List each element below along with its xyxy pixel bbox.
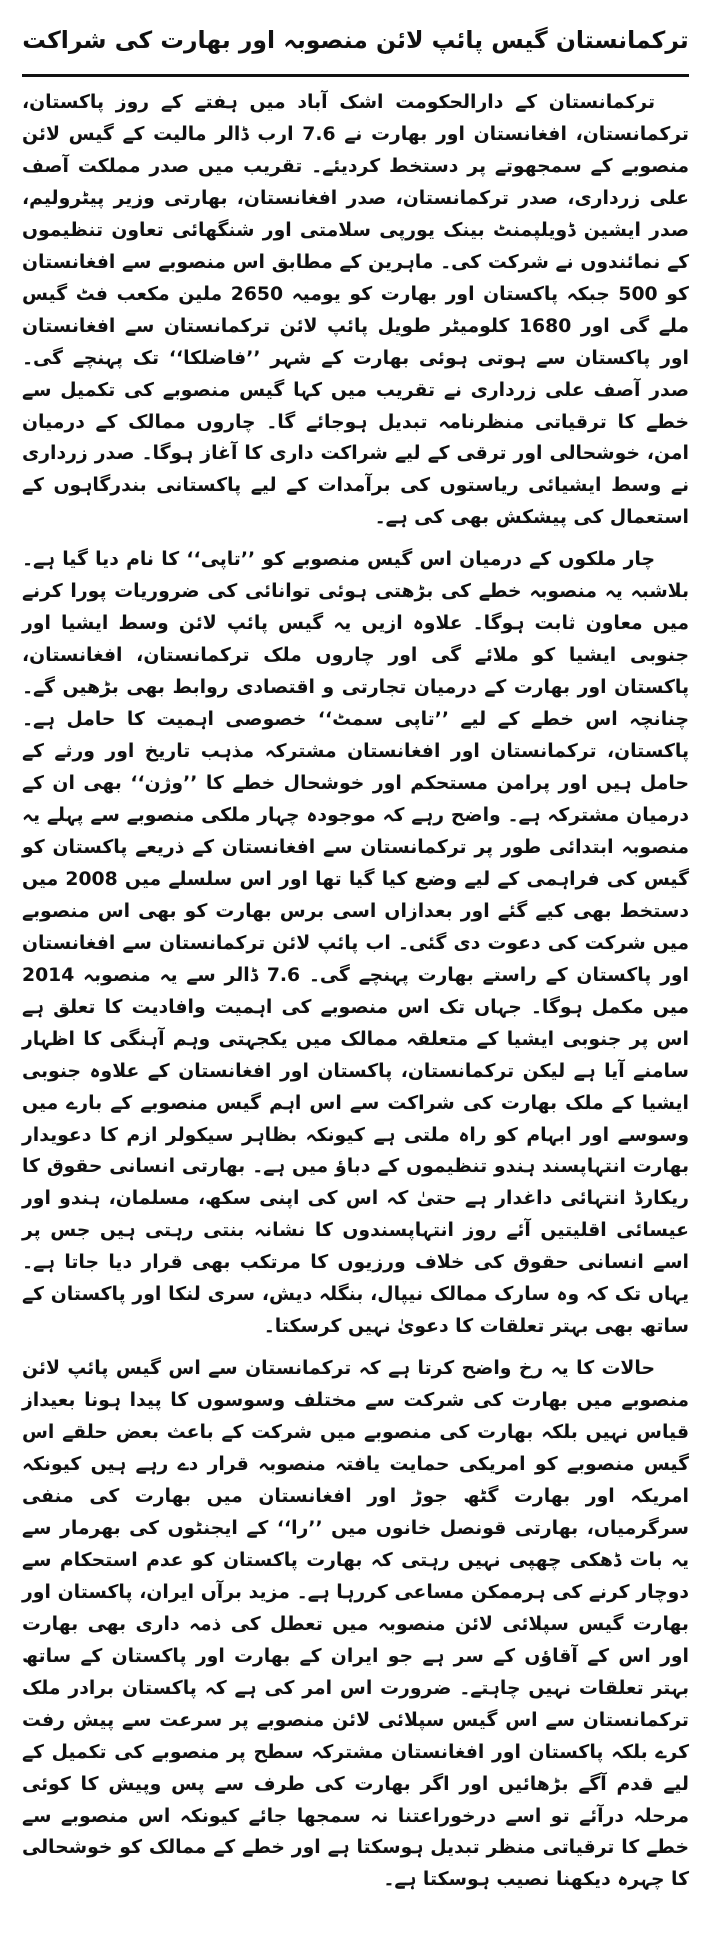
paragraph-1: ترکمانستان کے دارالحکومت اشک آباد میں ہفتے کے روز پاکستان، ترکمانستان، افغانستان اور بھارت نے 7.6 ارب ڈالر مالیت کے گیس لائن منصوبے کے سمجھوتے پر دستخط کردیئے۔ تقریب میں صدر مملکت آصف علی زرداری، صدر ترکمانستان، صدر افغانستان، بھارتی وزیر پیٹرولیم، صدر ایشین ڈویلپمنٹ بینک یورپی سلامتی اور شنگھائی تعاون تنظیموں کے نمائندوں نے شرکت کی۔ ماہرین کے مطابق اس منصوبے سے افغانستان کو 500 جبکہ پاکستان اور بھارت کو یومیہ 2650 ملین مکعب فٹ گیس ملے گی اور 1680 کلومیٹر طویل پائپ لائن ترکمانستان سے افغانستان اور پاکستان سے ہوتی ہوئی بھارت کے شہر ’’فاضلکا‘‘ تک پہنچے گی۔ صدر آصف علی زرداری نے تقریب میں کہا گیس منصوبے کی تکمیل سے خطے کا ترقیاتی منظرنامہ تبدیل ہوجائے گا۔ چاروں ممالک کے درمیان امن، خوشحالی اور ترقی کے لیے شراکت داری کا آغاز ہوگا۔ صدر زرداری نے وسط ایشیائی ریاستوں کی برآمدات کے لیے پاکستانی بندرگاہوں کے استعمال کی پیشکش بھی کی ہے۔ xyxy=(22,92,690,529)
headline: ترکمانستان گیس پائپ لائن منصوبہ اور بھارت کی شراکت xyxy=(22,26,689,54)
headline-divider xyxy=(22,74,689,77)
article-body xyxy=(22,87,689,1896)
paragraph-2: چار ملکوں کے درمیان اس گیس منصوبے کو ’’تاپی‘‘ کا نام دیا گیا ہے۔ بلاشبہ یہ منصوبہ خطے کی بڑھتی ہوئی توانائی کی ضروریات پورا کرنے میں معاون ثابت ہوگا۔ علاوہ ازیں یہ گیس پائپ لائن وسط ایشیا اور جنوبی ایشیا کو ملائے گی اور چاروں ملک ترکمانستان، افغانستان، پاکستان اور بھارت کے درمیان تجارتی و اقتصادی روابط بھی بڑھیں گے۔ چنانچہ اس خطے کے لیے ’’تاپی سمٹ‘‘ خصوصی اہمیت کا حامل ہے۔ پاکستان، ترکمانستان اور افغانستان مشترکہ مذہب تاریخ اور ورثے کے حامل ہیں اور پرامن مستحکم اور خوشحال خطے کا ’’وژن‘‘ بھی ان کے درمیان مشترکہ ہے۔ واضح رہے کہ موجودہ چہار ملکی منصوبے سے پہلے یہ منصوبہ ابتدائی طور پر ترکمانستان سے افغانستان کے ذریعے پاکستان کو گیس کی فراہمی کے لیے وضع کیا گیا تھا اور اس سلسلے میں 2008 میں دستخط بھی کیے گئے اور بعدازاں اسی برس بھارت کو بھی اس منصوبے میں شرکت کی دعوت دی گئی۔ اب پائپ لائن ترکمانستان سے افغانستان اور پاکستان کے راستے بھارت پہنچے گی۔ 7.6 ڈالر سے یہ منصوبہ 2014 میں مکمل ہوگا۔ جہاں تک اس منصوبے کی اہمیت وافادیت کا تعلق ہے اس پر جنوبی ایشیا کے متعلقہ ممالک میں یکجہتی وہم آہنگی کا اظہار سامنے آیا ہے لیکن ترکمانستان، پاکستان اور افغانستان کے علاوہ جنوبی ایشیا کے ملک بھارت کی شراکت سے اس اہم گیس منصوبے کے بارے میں وسوسے اور ابہام کو راہ ملتی ہے کیونکہ بظاہر سیکولر ازم کا دعویدار بھارت انتہاپسند ہندو تنظیموں کے دباؤ میں ہے۔ بھارتی انسانی حقوق کا ریکارڈ انتہائی داغدار ہے حتیٰ کہ اس کی اپنی سکھ، مسلمان، ہندو اور عیسائی اقلیتیں آئے روز انتہاپسندوں کا نشانہ بنتی رہتی ہیں جس پر اسے انسانی حقوق کی خلاف ورزیوں کا مرتکب بھی قرار دیا جاتا ہے۔ یہاں تک کہ وہ سارک ممالک نیپال، بنگلہ دیش، سری لنکا اور پاکستان کے ساتھ بھی بہتر تعلقات کا دعویٰ نہیں کرسکتا۔ xyxy=(22,549,689,1338)
paragraph-3: حالات کا یہ رخ واضح کرتا ہے کہ ترکمانستان سے اس گیس پائپ لائن منصوبے میں بھارت کی شرکت سے مختلف وسوسوں کا پیدا ہونا بعیداز قیاس نہیں بلکہ بھارت کی منصوبے میں شرکت کے باعث بعض حلقے اس گیس منصوبے کو امریکی حمایت یافتہ منصوبہ قرار دے رہے ہیں کیونکہ امریکہ اور بھارت گٹھ جوڑ اور افغانستان میں بھارت کی منفی سرگرمیاں، بھارتی قونصل خانوں میں ’’را‘‘ کے ایجنٹوں کی بھرمار سے یہ بات ڈھکی چھپی نہیں رہتی کہ بھارت پاکستان کو عدم استحکام سے دوچار کرنے کی ہرممکن مساعی کررہا ہے۔ مزید برآں ایران، پاکستان اور بھارت گیس سپلائی لائن منصوبہ میں تعطل کی ذمہ داری بھی بھارت اور اس کے آقاؤں کے سر ہے جو ایران کے بھارت اور پاکستان کے ساتھ بہتر تعلقات نہیں چاہتے۔ ضرورت اس امر کی ہے کہ پاکستان برادر ملک ترکمانستان سے اس گیس سپلائی لائن منصوبے پر سرعت سے پیش رفت کرے بلکہ پاکستان اور افغانستان مشترکہ سطح پر منصوبے کی تکمیل کے لیے قدم آگے بڑھائیں اور اگر بھارت کی طرف سے پس وپیش کا کوئی مرحلہ درآئے تو اسے درخوراعتنا نہ سمجھا جائے کیونکہ اس منصوبے سے خطے کا ترقیاتی منظر تبدیل ہوسکتا ہے اور خطے کے ممالک کو خوشحالی کا چہرہ دیکھنا نصیب ہوسکتا ہے۔ xyxy=(22,1358,689,1891)
